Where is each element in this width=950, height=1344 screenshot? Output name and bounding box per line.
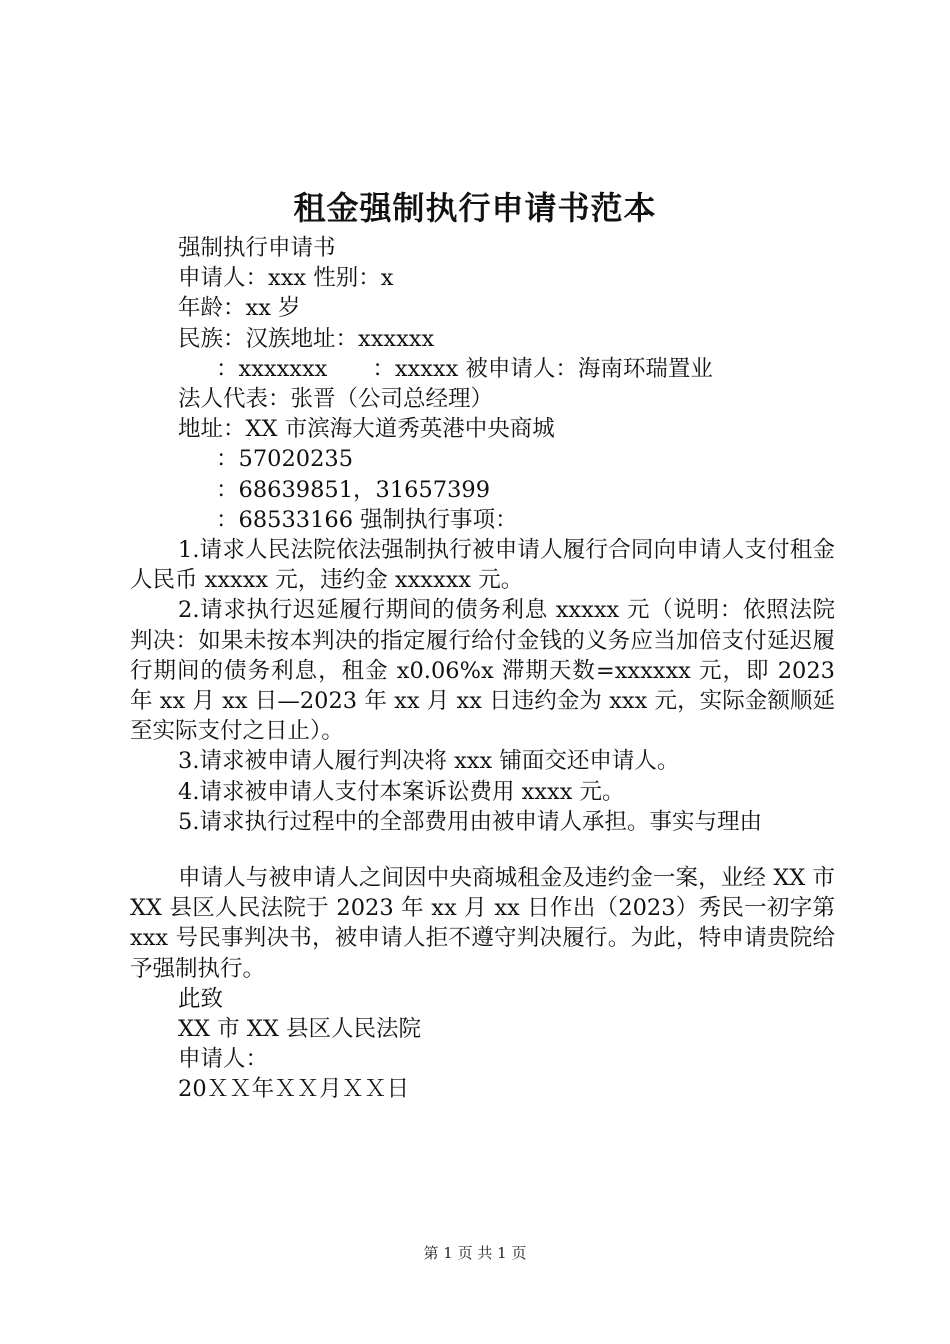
- closing-court: XX 市 XX 县区人民法院: [178, 1016, 422, 1043]
- respondent-line: ：xxxxxxx ：xxxxx 被申请人：海南环瑞置业: [216, 355, 713, 382]
- closing-date: 20ＸＸ年ＸＸ月ＸＸ日: [178, 1076, 410, 1103]
- legal-representative-line: 法人代表：张晋（公司总经理）: [178, 386, 494, 413]
- ethnicity-address-line: 民族：汉族地址：xxxxxx: [178, 325, 435, 352]
- request-item-3: 3.请求被申请人履行判决将 xxx 铺面交还申请人。: [178, 748, 680, 775]
- contact-line-2: ：68639851，31657399: [216, 476, 491, 503]
- paragraph-gap: [130, 837, 835, 863]
- contact-line-1: ：57020235: [216, 446, 354, 473]
- contact-line-3: ：68533166 强制执行事项：: [216, 506, 518, 533]
- request-item-2: 2.请求执行迟延履行期间的债务利息 xxxxx 元（说明：依照法院判决：如果未按本判决的指定履行给付金钱的义务应当加倍支付延迟履行期间的债务利息，租金 x0.06%x 滞期天数=xxxxxx 元，即 2023 年 xx 月 xx 日—2023 年 xx 月 xx 日违约金为 xxx 元，实际金额顺延至实际支付之日止）。: [130, 597, 835, 745]
- facts-paragraph: 申请人与被申请人之间因中央商城租金及违约金一案，业经 XX 市 XX 县区人民法院于 2023 年 xx 月 xx 日作出（2023）秀民一初字第 xxx 号民事判决书，被申请人拒不遵守判决履行。为此，特申请贵院给予强制执行。: [130, 865, 835, 982]
- document-body: [130, 233, 835, 1105]
- age-line: 年龄：xx 岁: [178, 295, 301, 322]
- request-item-4: 4.请求被申请人支付本案诉讼费用 xxxx 元。: [178, 778, 625, 805]
- heading-line: 强制执行申请书: [178, 235, 336, 261]
- request-item-5: 5.请求执行过程中的全部费用由被申请人承担。事实与理由: [178, 808, 762, 835]
- request-item-1: 1.请求人民法院依法强制执行被申请人履行合同向申请人支付租金人民币 xxxxx 元，违约金 xxxxxx 元。: [130, 537, 835, 594]
- closing-applicant: 申请人：: [178, 1046, 269, 1073]
- closing-salutation: 此致: [178, 985, 224, 1012]
- document-title: 租金强制执行申请书范本: [293, 189, 657, 227]
- respondent-address-line: 地址：XX 市滨海大道秀英港中央商城: [178, 416, 555, 443]
- page-footer: 第 1 页 共 1 页: [423, 1244, 527, 1262]
- applicant-line: 申请人：xxx 性别：x: [178, 265, 394, 292]
